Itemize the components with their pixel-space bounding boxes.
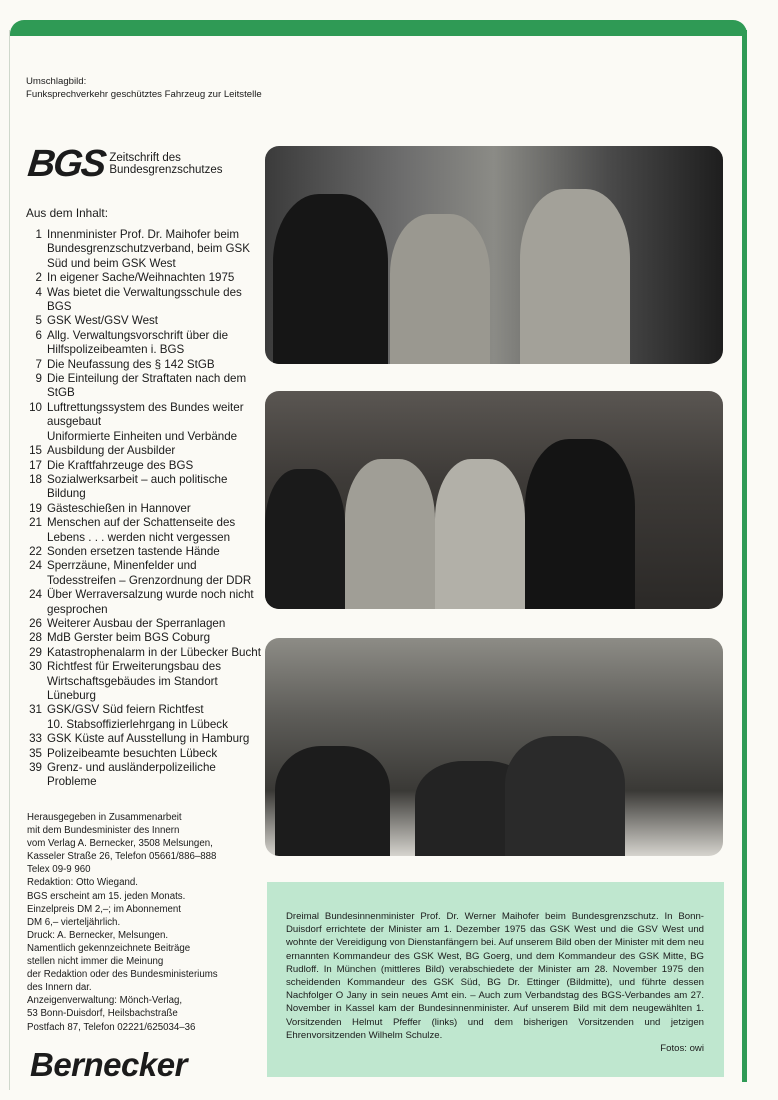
imprint-line: Herausgegeben in Zusammenarbeit — [27, 812, 182, 823]
toc-item — [26, 329, 266, 358]
toc-page-number: 28 — [29, 631, 42, 645]
toc-item — [26, 631, 266, 645]
toc-item-title: Richtfest für Erweiterungsbau des Wirtschaftsgebäudes im Standort Lüneburg — [47, 660, 221, 702]
toc-item — [26, 617, 266, 631]
toc-page-number: 30 — [29, 660, 42, 674]
toc-page-number: 1 — [35, 228, 42, 241]
toc-title: Aus dem Inhalt: — [26, 206, 108, 220]
photo-minister-commanders — [265, 146, 723, 364]
toc-item-title: GSK West/GSV West — [47, 314, 159, 328]
toc-item-title: Die Neufassung des § 142 StGB — [47, 357, 215, 371]
page-edge — [9, 30, 10, 1090]
toc-item-title: Ausbildung der Ausbilder — [47, 444, 176, 458]
imprint-line: Telex 09-9 960 — [27, 864, 91, 876]
subtitle-line: Zeitschrift des — [109, 151, 181, 164]
imprint-line: Kasseler Straße 26, Telefon 05661/886–888 — [27, 851, 217, 863]
toc-item-title: 10. Stabsoffizierlehrgang in Lübeck — [47, 717, 228, 731]
toc-item-title: Innenminister Prof. Dr. Maihofer beim Bundesgrenzschutzverband, beim GSK Süd und beim GSK West — [47, 228, 251, 270]
toc-item-title: Grenz- und ausländerpolizeiliche Probleme — [47, 761, 216, 789]
toc-page-number: 7 — [35, 357, 42, 371]
toc-item — [26, 314, 266, 328]
imprint-line: Anzeigenverwaltung: Mönch-Verlag, — [27, 995, 183, 1007]
imprint-line: mit dem Bundesminister des Innern — [27, 825, 180, 837]
toc-page-number: 17 — [29, 458, 42, 472]
toc-item — [26, 545, 266, 559]
green-frame-right — [742, 30, 747, 1082]
toc-item — [26, 473, 266, 502]
toc-item-title: Sperrzäune, Minenfelder und Todesstreifen – Grenzordnung der DDR — [47, 559, 252, 587]
cover-note-text: Funksprechverkehr geschütztes Fahrzeug zur Leitstelle — [26, 88, 262, 100]
toc-page-number: 2 — [35, 271, 42, 285]
toc-page-number: 33 — [29, 732, 42, 746]
masthead — [25, 143, 223, 185]
toc-item — [26, 286, 266, 315]
toc-page-number — [26, 718, 42, 732]
toc-item-title: Uniformierte Einheiten und Verbände — [47, 429, 238, 443]
toc-page-number — [26, 430, 42, 444]
toc-item-title: In eigener Sache/Weihnachten 1975 — [47, 271, 235, 285]
toc-item — [26, 718, 266, 732]
subtitle-line: Bundesgrenzschutzes — [109, 164, 223, 176]
bernecker-logo: Bernecker — [30, 1046, 187, 1083]
imprint-line: DM 6,– vierteljährlich. — [27, 916, 121, 928]
toc-item — [26, 516, 266, 545]
toc-item-title: GSK Küste auf Ausstellung in Hamburg — [47, 732, 250, 746]
toc-item-title: Allg. Verwaltungsvorschrift über die Hilfspolizeibeamten i. BGS — [47, 328, 229, 357]
toc-page-number: 6 — [35, 328, 42, 342]
toc-item-title: GSK/GSV Süd feiern Richtfest — [47, 703, 204, 717]
toc-page-number: 18 — [29, 472, 42, 486]
toc-item — [26, 660, 266, 703]
caption-text: Dreimal Bundesinnenminister Prof. Dr. Werner Maihofer beim Bundesgrenzschutz. In Bonn-Duisdorf errichtete der Minister am 1. Dezember 1975 das GSK West und die GSV West und wohnte der Vereidigung von Dienstanfängern bei. Auf unserem Bild oben der Minister mit dem neu ernannten Kommandeur des GSK West, BG Goerg, und dem Kommandeur des GSK Mitte, BG Rudloff. In München (mittleres Bild) verabschiedete der Minister am 28. November 1975 den scheidenden Kommandeur des GSK Süd, BG Dr. Ettinger (Bildmitte), und führte dessen Nachfolger O Jany in sein neues Amt ein. – Auch zum Verbandstag des BGS-Verbandes am 27. November in Kassel kam der Bundesinnenminister. Auf unserem Bild mit dem neugewählten 1. Vorsitzenden Helmut Pfeffer (links) und dem bisherigen Vorsitzenden und jetzigen Ehrenvorsitzenden Wilhelm Schulze. — [286, 911, 704, 1041]
toc-item — [26, 228, 266, 271]
green-frame-top — [10, 20, 747, 36]
imprint-line: Postfach 87, Telefon 02221/625034–36 — [27, 1021, 196, 1033]
toc-item — [26, 358, 266, 372]
photo-kassel-assembly — [265, 638, 723, 856]
bgs-logo: BGS — [25, 143, 107, 185]
toc-item — [26, 459, 266, 473]
toc-page-number: 24 — [29, 559, 42, 573]
toc-item — [26, 372, 266, 401]
toc-page-number: 31 — [29, 703, 42, 717]
toc-page-number: 24 — [29, 588, 42, 602]
toc-item-title: Sozialwerksarbeit – auch politische Bildung — [47, 472, 228, 501]
toc-page-number: 15 — [29, 444, 42, 458]
photo-caption — [267, 882, 724, 1077]
toc-page-number: 35 — [29, 746, 42, 760]
cover-note — [26, 76, 266, 101]
toc-item-title: Menschen auf der Schattenseite des Lebens . . . werden nicht vergessen — [47, 516, 236, 544]
toc-item-title: Polizeibeamte besuchten Lübeck — [47, 746, 218, 760]
imprint-line: Redaktion: Otto Wiegand. — [27, 877, 138, 889]
toc-item — [26, 271, 266, 285]
toc-item — [26, 703, 266, 717]
toc-page-number: 4 — [35, 285, 42, 299]
toc-page-number: 5 — [35, 314, 42, 328]
toc-item — [26, 502, 266, 516]
toc-page-number: 19 — [29, 501, 42, 515]
toc-item-title: Die Kraftfahrzeuge des BGS — [47, 458, 194, 472]
imprint-line: Einzelpreis DM 2,–; im Abonnement — [27, 903, 181, 915]
toc-item-title: Die Einteilung der Straftaten nach dem StGB — [47, 372, 247, 400]
photo-munich-farewell — [265, 391, 723, 609]
toc-item — [26, 646, 266, 660]
toc-item — [26, 430, 266, 444]
imprint-line: Namentlich gekennzeichnete Beiträge — [27, 942, 191, 954]
photo-credit: Fotos: owi — [660, 1043, 704, 1055]
imprint-line: der Redaktion oder des Bundesministeriums — [27, 969, 218, 981]
imprint-line: stellen nicht immer die Meinung — [27, 956, 164, 968]
toc-page-number: 39 — [29, 761, 42, 775]
cover-note-label: Umschlagbild: — [26, 76, 87, 87]
toc-item-title: Über Werraversalzung wurde noch nicht gesprochen — [47, 588, 254, 616]
toc-item — [26, 401, 266, 430]
table-of-contents — [26, 228, 266, 790]
toc-item-title: Katastrophenalarm in der Lübecker Bucht — [47, 645, 261, 659]
toc-item-title: Was bietet die Verwaltungsschule des BGS — [47, 285, 242, 314]
toc-item — [26, 444, 266, 458]
toc-item-title: Gästeschießen in Hannover — [47, 501, 191, 515]
imprint-line: Druck: A. Bernecker, Melsungen. — [27, 929, 169, 941]
imprint — [27, 811, 267, 1034]
toc-page-number: 29 — [29, 645, 42, 659]
toc-item-title: Luftrettungssystem des Bundes weiter ausgebaut — [47, 400, 244, 429]
toc-page-number: 26 — [29, 616, 42, 630]
toc-page-number: 22 — [29, 544, 42, 558]
toc-item — [26, 588, 266, 617]
toc-page-number: 21 — [29, 516, 42, 530]
imprint-line: vom Verlag A. Bernecker, 3508 Melsungen, — [27, 838, 213, 850]
masthead-subtitle — [109, 152, 222, 177]
imprint-line: des Innern dar. — [27, 982, 92, 994]
toc-item-title: Weiterer Ausbau der Sperranlagen — [47, 616, 226, 630]
imprint-line: 53 Bonn-Duisdorf, Heilsbachstraße — [27, 1008, 178, 1020]
toc-item — [26, 732, 266, 746]
toc-item-title: Sonden ersetzen tastende Hände — [47, 544, 220, 558]
toc-page-number: 10 — [29, 400, 42, 414]
toc-page-number: 9 — [35, 372, 42, 386]
imprint-line: BGS erscheint am 15. jeden Monats. — [27, 890, 186, 902]
toc-item-title: MdB Gerster beim BGS Coburg — [47, 631, 211, 645]
toc-item — [26, 747, 266, 761]
toc-item — [26, 761, 266, 790]
toc-item — [26, 559, 266, 588]
